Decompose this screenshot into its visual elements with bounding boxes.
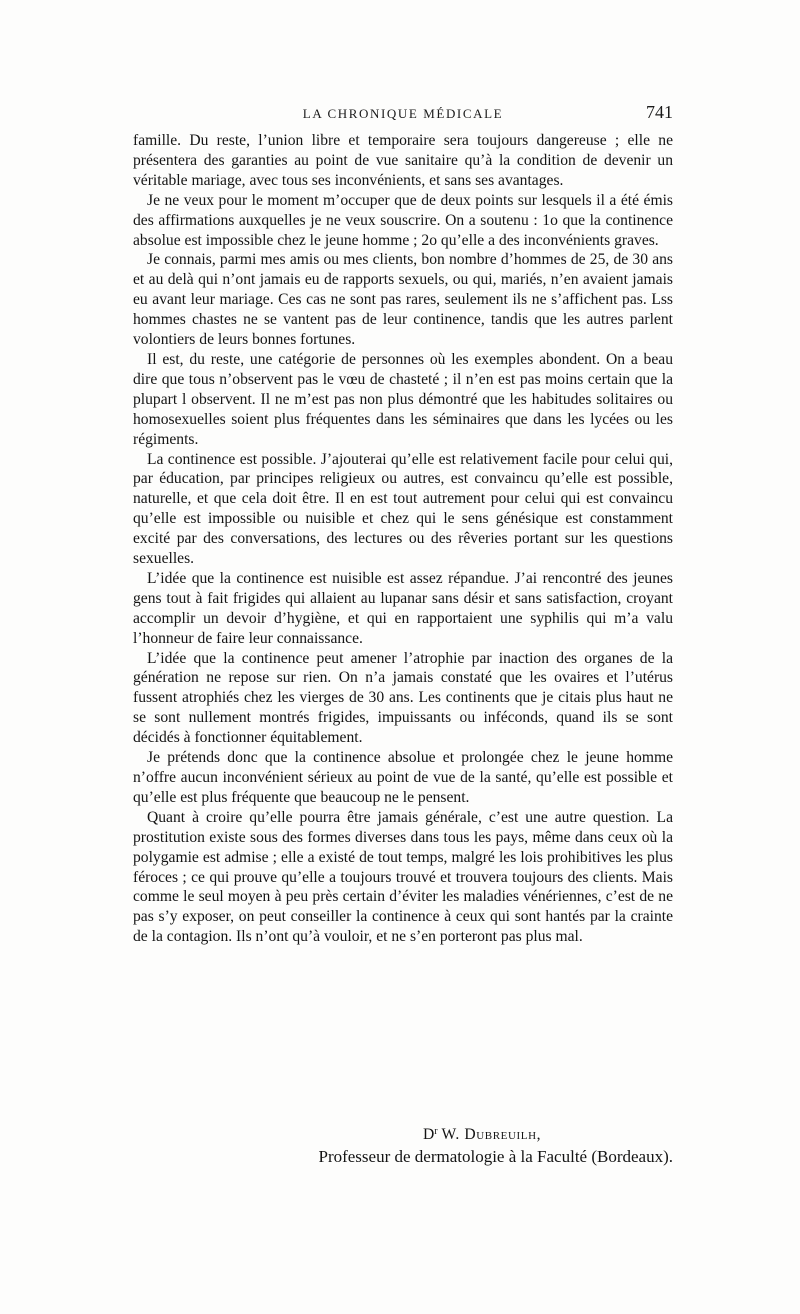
running-header bbox=[133, 104, 673, 126]
paragraph: La continence est possible. J’ajouterai qu’elle est relativement facile pour celui qui, par éducation, par principes religieux ou autres, est convaincu qu’elle est possible, naturelle, et que cela doit être. Il en est tout autrement pour celui qui est convaincu qu’elle est impossible ou nuisible et chez qui le sens génésique est constamment excité par des conversations, des lectures ou des rêveries portant sur les questions sexuelles. bbox=[133, 450, 673, 568]
paragraph-continued: famille. Du reste, l’union libre et temporaire sera toujours dangereuse ; elle ne présentera des garanties au point de vue sanitaire qu’à la condition de devenir un véritable mariage, avec tous ses inconvénients, et sans ses avantages. bbox=[133, 132, 673, 189]
author-line bbox=[133, 1122, 673, 1145]
author-affiliation: Professeur de dermatologie à la Faculté (Bordeaux). bbox=[318, 1147, 673, 1166]
paragraph: Je prétends donc que la continence absolue et prolongée chez le jeune homme n’offre aucun inconvénient sérieux au point de vue de la santé, qu’elle est possible et qu’elle est plus fréquente que beaucoup ne le pensent. bbox=[133, 749, 673, 806]
paragraph: Je connais, parmi mes amis ou mes clients, bon nombre d’hommes de 25, de 30 ans et au delà qui n’ont jamais eu de rapports sexuels, ou qui, mariés, n’en avaient jamais eu avant leur mariage. Ces cas ne sont pas rares, seulement ils ne s’affichent pas. Lss hommes chastes ne se vantent pas de leur continence, tandis que les autres parlent volontiers de leurs bonnes fortunes. bbox=[133, 251, 673, 349]
paragraph: L’idée que la continence est nuisible est assez répandue. J’ai rencontré des jeunes gens tout à fait frigides qui allaient au lupanar sans désir et sans satisfaction, croyant accomplir un devoir d’hygiène, et qui en rapportaient une syphilis qui m’a valu l’honneur de faire leur connaissance. bbox=[133, 569, 673, 647]
author-title-superscript: r bbox=[434, 1126, 438, 1137]
journal-title: LA CHRONIQUE MÉDICALE bbox=[302, 106, 504, 121]
paragraph: L’idée que la continence peut amener l’atrophie par inaction des organes de la génération ne repose sur rien. On n’a jamais constaté que les ovaires et l’utérus fussent atrophiés chez les vierges de 30 ans. Les continents que je citais plus haut ne se sont nullement montrés frigides, impuissants ou inféconds, quand ils se sont décidés à fonctionner équitablement. bbox=[133, 649, 673, 747]
paragraph: Je ne veux pour le moment m’occuper que de deux points sur lesquels il a été émis des affirmations auxquelles je ne veux souscrire. On a soutenu : 1o que la continence absolue est impossible chez le jeune homme ; 2o qu’elle a des inconvénients graves. bbox=[133, 191, 673, 249]
author-name: W. Dubreuilh, bbox=[441, 1126, 542, 1143]
paragraph: Quant à croire qu’elle pourra être jamais générale, c’est une autre question. La prostitution existe sous des formes diverses dans tous les pays, même dans ceux où la polygamie est admise ; elle a existé de tout temps, malgré les lois prohibitives les plus féroces ; ce qui prouve qu’elle a toujours trouvé et trouvera toujours des clients. Mais comme le seul moyen à peu près certain d’éviter les maladies vénériennes, c’est de ne pas s’y exposer, on peut conseiller la continence à ceux qui sont hantés par la crainte de la contagion. Ils n’ont qu’à vouloir, et ne s’en porteront pas plus mal. bbox=[133, 808, 673, 946]
page-number: 741 bbox=[646, 102, 673, 122]
paragraph: Il est, du reste, une catégorie de personnes où les exemples abondent. On a beau dire que tous n’observent pas le vœu de chasteté ; il n’en est pas moins certain que la plupart l observent. Il ne m’est pas non plus démontré que les habitudes solitaires ou homosexuelles soient plus fréquentes dans les séminaires que dans les lycées ou les régiments. bbox=[133, 350, 673, 448]
signature-block bbox=[133, 1122, 673, 1168]
author-title: D bbox=[423, 1126, 435, 1143]
article-body bbox=[133, 131, 673, 947]
